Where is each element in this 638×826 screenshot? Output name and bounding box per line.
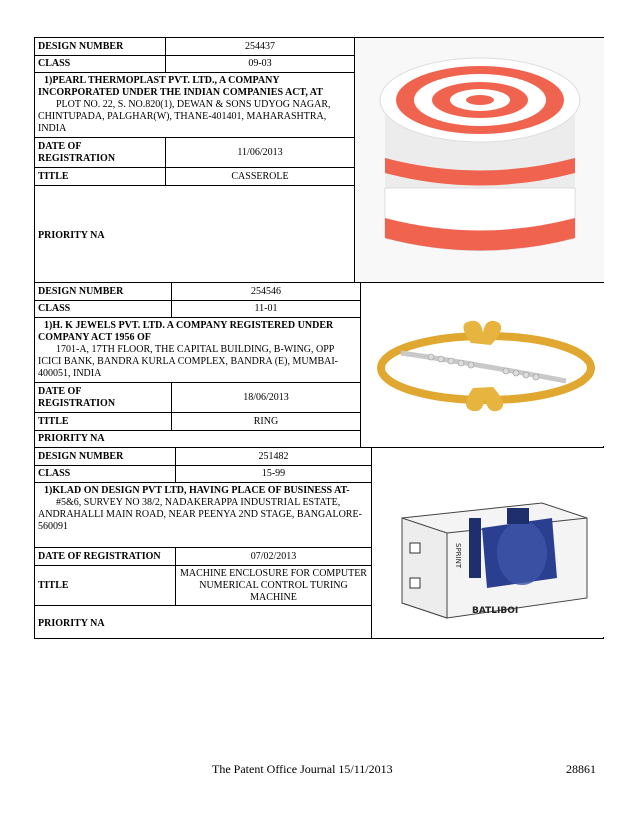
applicant-address: 1701-A, 17TH FLOOR, THE CAPITAL BUILDING, B-WING, OPP ICICI BANK, BANDRA KURLA COMPLEX, BANDRA (E), MUMBAI-400051, INDIA: [38, 344, 339, 379]
title-label: TITLE: [38, 579, 69, 591]
title-value: CASSEROLE: [165, 168, 354, 185]
priority-label: PRIORITY NA: [38, 433, 105, 444]
machine-enclosure-image: [372, 448, 603, 638]
design-number-value: 254437: [165, 38, 354, 55]
casserole-image: [355, 38, 603, 282]
applicant-block: [35, 318, 360, 383]
design-entry-ring: [34, 283, 604, 448]
design-number-label: DESIGN NUMBER: [38, 450, 124, 462]
title-row: [35, 413, 360, 431]
date-value: 18/06/2013: [171, 383, 360, 412]
design-number-row: [35, 283, 360, 301]
title-row: [35, 566, 371, 606]
date-row: [35, 383, 360, 413]
priority-label: PRIORITY NA: [38, 230, 105, 241]
design-number-row: [35, 38, 354, 56]
applicant-name: 1)KLAD ON DESIGN PVT LTD, HAVING PLACE OF BUSINESS AT-: [44, 485, 350, 496]
design-number-row: [35, 448, 371, 466]
machine-side-text: SPRINT: [454, 543, 462, 569]
applicant-address: PLOT NO. 22, S. NO.820(1), DEWAN & SONS UDYOG NAGAR, CHINTUPADA, PALGHAR(W), THANE-401401, MAHARASHTRA, INDIA: [38, 99, 331, 134]
design-entry-casserole: [34, 37, 604, 283]
date-label: DATE OF REGISTRATION: [38, 550, 161, 562]
date-label-line2: REGISTRATION: [38, 152, 116, 164]
date-row: [35, 548, 371, 566]
title-label: TITLE: [38, 415, 69, 427]
class-label: CLASS: [38, 58, 71, 69]
date-label-line1: DATE OF: [38, 385, 82, 397]
applicant-address: #5&6, SURVEY NO 38/2, NADAKERAPPA INDUSTRIAL ESTATE, ANDRAHALLI MAIN ROAD, NEAR PEENYA 2ND STAGE, BANGALORE-560091: [38, 497, 362, 532]
class-label: CLASS: [38, 303, 71, 314]
class-value: 15-99: [175, 466, 371, 482]
class-value: 09-03: [165, 56, 354, 72]
design-number-value: 254546: [171, 283, 360, 300]
design-number-value: 251482: [175, 448, 371, 465]
footer-journal: The Patent Office Journal 15/11/2013: [212, 762, 393, 776]
title-label: TITLE: [38, 170, 69, 182]
date-value: 07/02/2013: [175, 548, 371, 565]
class-row: [35, 466, 371, 483]
title-row: [35, 168, 354, 186]
date-row: [35, 138, 354, 168]
ring-image: [361, 283, 603, 447]
footer-page-number: 28861: [566, 762, 596, 776]
class-row: [35, 56, 354, 73]
class-label: CLASS: [38, 468, 71, 479]
date-label-line2: REGISTRATION: [38, 397, 116, 409]
applicant-name: 1)PEARL THERMOPLAST PVT. LTD., A COMPANY INCORPORATED UNDER THE INDIAN COMPANIES ACT, AT: [38, 75, 323, 98]
title-value: MACHINE ENCLOSURE FOR COMPUTER NUMERICAL CONTROL TURING MACHINE: [175, 566, 371, 605]
priority-label: PRIORITY NA: [38, 618, 105, 629]
applicant-block: [35, 73, 354, 138]
applicant-name: 1)H. K JEWELS PVT. LTD. A COMPANY REGISTERED UNDER COMPANY ACT 1956 OF: [38, 320, 334, 343]
title-value: RING: [171, 413, 360, 430]
design-number-label: DESIGN NUMBER: [38, 285, 124, 297]
date-value: 11/06/2013: [165, 138, 354, 167]
design-number-label: DESIGN NUMBER: [38, 40, 124, 52]
machine-brand-label: BATLIBOI: [472, 606, 519, 616]
class-row: [35, 301, 360, 318]
applicant-block: [35, 483, 371, 548]
date-label-line1: DATE OF: [38, 140, 82, 152]
design-entry-machine-enclosure: [34, 448, 604, 639]
class-value: 11-01: [171, 301, 360, 317]
